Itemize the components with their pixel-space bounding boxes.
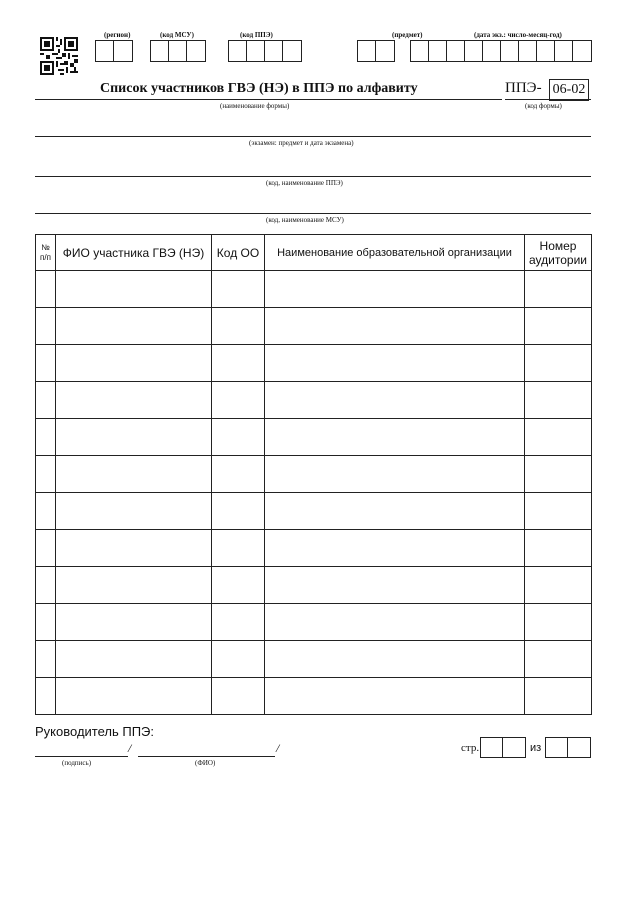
fio-line[interactable] <box>138 756 275 757</box>
cell-room[interactable] <box>525 567 592 604</box>
subject-code-boxes[interactable] <box>357 40 395 62</box>
cell-fio[interactable] <box>56 641 212 678</box>
subject-label: (предмет) <box>392 31 423 39</box>
ppe-head-label: Руководитель ППЭ: <box>35 724 155 739</box>
table-row <box>36 530 592 567</box>
cell-room[interactable] <box>525 456 592 493</box>
cell-number[interactable] <box>36 271 56 308</box>
region-label: (регион) <box>104 31 131 39</box>
cell-oo-code[interactable] <box>212 678 265 715</box>
cell-org-name[interactable] <box>265 530 525 567</box>
cell-oo-code[interactable] <box>212 641 265 678</box>
column-header-number-abbr: п/п <box>40 252 51 262</box>
cell-fio[interactable] <box>56 271 212 308</box>
region-code-boxes[interactable] <box>95 40 133 62</box>
form-title-line <box>35 99 502 100</box>
qr-code-icon <box>40 37 78 75</box>
signature-separator: / <box>128 741 132 755</box>
cell-oo-code[interactable] <box>212 271 265 308</box>
column-header-number-sign: № <box>41 242 50 252</box>
cell-room[interactable] <box>525 493 592 530</box>
form-code-box: 06-02 <box>549 79 589 101</box>
cell-room[interactable] <box>525 308 592 345</box>
table-row <box>36 271 592 308</box>
cell-org-name[interactable] <box>265 382 525 419</box>
cell-oo-code[interactable] <box>212 419 265 456</box>
cell-oo-code[interactable] <box>212 567 265 604</box>
exam-date-label: (дата экз.: число-месяц-год) <box>474 31 562 39</box>
cell-room[interactable] <box>525 530 592 567</box>
cell-number[interactable] <box>36 530 56 567</box>
table-row <box>36 456 592 493</box>
cell-org-name[interactable] <box>265 604 525 641</box>
table-row <box>36 419 592 456</box>
signature-line[interactable] <box>35 756 128 757</box>
table-row <box>36 641 592 678</box>
cell-number[interactable] <box>36 567 56 604</box>
table-row <box>36 678 592 715</box>
cell-number[interactable] <box>36 345 56 382</box>
cell-org-name[interactable] <box>265 678 525 715</box>
fio-caption: (ФИО) <box>195 759 216 767</box>
cell-oo-code[interactable] <box>212 345 265 382</box>
column-header-oo-code: Код ОО <box>212 235 265 271</box>
ppe-field-caption: (код, наименование ППЭ) <box>266 179 343 187</box>
cell-fio[interactable] <box>56 678 212 715</box>
column-header-room: Номер аудитории <box>525 235 592 271</box>
cell-number[interactable] <box>36 419 56 456</box>
form-code-caption: (код формы) <box>525 102 562 110</box>
cell-number[interactable] <box>36 641 56 678</box>
cell-org-name[interactable] <box>265 493 525 530</box>
cell-oo-code[interactable] <box>212 493 265 530</box>
page-number-boxes[interactable] <box>480 737 526 758</box>
table-row <box>36 308 592 345</box>
msu-label: (код МСУ) <box>160 31 194 39</box>
cell-fio[interactable] <box>56 493 212 530</box>
cell-fio[interactable] <box>56 419 212 456</box>
exam-date-boxes[interactable] <box>410 40 592 62</box>
cell-org-name[interactable] <box>265 308 525 345</box>
cell-number[interactable] <box>36 678 56 715</box>
form-title: Список участников ГВЭ (НЭ) в ППЭ по алфавиту <box>100 81 418 96</box>
cell-org-name[interactable] <box>265 641 525 678</box>
cell-number[interactable] <box>36 456 56 493</box>
cell-fio[interactable] <box>56 456 212 493</box>
msu-field-line[interactable] <box>35 213 591 214</box>
cell-oo-code[interactable] <box>212 308 265 345</box>
cell-oo-code[interactable] <box>212 382 265 419</box>
exam-field-line[interactable] <box>35 136 591 137</box>
cell-fio[interactable] <box>56 567 212 604</box>
form-code-prefix: ППЭ- <box>505 80 542 96</box>
cell-org-name[interactable] <box>265 271 525 308</box>
cell-number[interactable] <box>36 493 56 530</box>
table-row <box>36 345 592 382</box>
msu-field-caption: (код, наименование МСУ) <box>266 216 344 224</box>
page-total-boxes[interactable] <box>545 737 591 758</box>
ppe-code-boxes[interactable] <box>228 40 302 62</box>
of-label: из <box>530 742 542 754</box>
cell-org-name[interactable] <box>265 567 525 604</box>
cell-room[interactable] <box>525 678 592 715</box>
cell-org-name[interactable] <box>265 419 525 456</box>
table-row <box>36 493 592 530</box>
fio-separator: / <box>276 741 280 755</box>
cell-room[interactable] <box>525 345 592 382</box>
cell-fio[interactable] <box>56 382 212 419</box>
page-label: стр. <box>461 742 480 754</box>
cell-fio[interactable] <box>56 308 212 345</box>
column-header-org-name: Наименование образовательной организации <box>265 235 525 271</box>
exam-field-caption: (экзамен: предмет и дата экзамена) <box>249 139 354 147</box>
cell-number[interactable] <box>36 308 56 345</box>
msu-code-boxes[interactable] <box>150 40 206 62</box>
column-header-number <box>36 235 56 271</box>
cell-room[interactable] <box>525 641 592 678</box>
form-title-caption: (наименование формы) <box>220 102 290 110</box>
cell-oo-code[interactable] <box>212 456 265 493</box>
signature-caption: (подпись) <box>62 759 92 767</box>
cell-fio[interactable] <box>56 604 212 641</box>
cell-room[interactable] <box>525 419 592 456</box>
cell-number[interactable] <box>36 604 56 641</box>
cell-org-name[interactable] <box>265 456 525 493</box>
cell-fio[interactable] <box>56 345 212 382</box>
cell-room[interactable] <box>525 604 592 641</box>
form-code-line <box>505 99 591 100</box>
column-header-fio: ФИО участника ГВЭ (НЭ) <box>56 235 212 271</box>
table-header-row <box>36 235 592 271</box>
table-row <box>36 567 592 604</box>
ppe-code-label: (код ППЭ) <box>240 31 273 39</box>
cell-oo-code[interactable] <box>212 530 265 567</box>
ppe-field-line[interactable] <box>35 176 591 177</box>
cell-room[interactable] <box>525 382 592 419</box>
table-row <box>36 604 592 641</box>
cell-number[interactable] <box>36 382 56 419</box>
cell-oo-code[interactable] <box>212 604 265 641</box>
cell-org-name[interactable] <box>265 345 525 382</box>
cell-fio[interactable] <box>56 530 212 567</box>
participants-table <box>35 234 592 715</box>
table-row <box>36 382 592 419</box>
cell-room[interactable] <box>525 271 592 308</box>
